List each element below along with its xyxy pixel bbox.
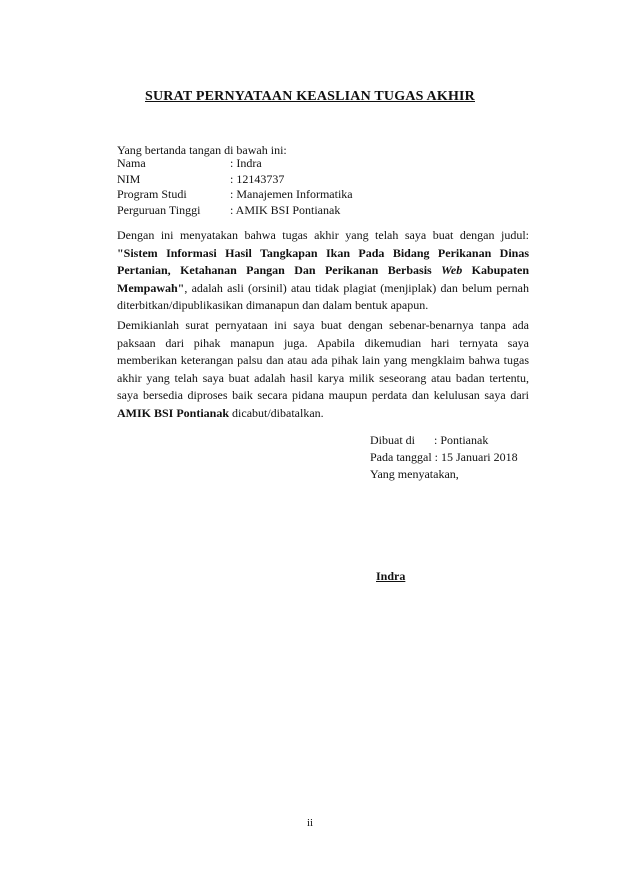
field-value: : Manajemen Informatika <box>230 187 353 201</box>
field-row-program <box>117 187 417 203</box>
paragraph-tail: dicabut/dibatalkan. <box>229 405 324 420</box>
identity-fields <box>117 156 417 218</box>
field-row-name <box>117 156 417 172</box>
date-value: : 15 Januari 2018 <box>434 450 518 464</box>
paragraph-lead: Demikianlah surat pernyataan ini saya buat dengan sebenar-benarnya tanpa ada paksaan dari pihak manapun juga. Apabila dikemudian hari ternyata saya memberikan keterangan palsu dan atau ada pihak lain yang mengklaim bahwa tugas akhir yang telah saya buat adalah hasil karya milik seseorang atau badan tertentu, saya bersedia diproses baik secara pidana maupun perdata dan kelulusan saya dari <box>117 318 529 403</box>
document-title: SURAT PERNYATAAN KEASLIAN TUGAS AKHIR <box>145 89 475 104</box>
page-number: ii <box>306 817 314 829</box>
thesis-title-end: Kabupaten Mempawah" <box>117 263 529 295</box>
thesis-title-italic: Web <box>441 263 463 278</box>
signature-date-row <box>370 449 518 466</box>
thesis-title-part: "Sistem Informasi Hasil Tangkapan Ikan Pada Bidang Perikanan Dinas Pertanian, Ketahanan Pangan Dan Perikanan Berbasis <box>117 245 529 278</box>
field-label: Program Studi <box>117 187 187 201</box>
field-value: : Indra <box>230 156 262 170</box>
statement-paragraph <box>117 227 529 315</box>
intro-line: Yang bertanda tangan di bawah ini: <box>117 143 287 157</box>
field-value: : 12143737 <box>230 171 285 186</box>
signatory-name: Indra <box>376 569 406 583</box>
signature-place-row <box>370 432 518 449</box>
date-label: Pada tanggal <box>370 450 432 464</box>
field-label: Perguruan Tinggi <box>117 202 201 217</box>
institution-name: AMIK BSI Pontianak <box>117 405 230 420</box>
field-value: : AMIK BSI Pontianak <box>230 202 341 217</box>
declaration-paragraph <box>117 317 529 423</box>
paragraph-lead: Dengan ini menyatakan bahwa tugas akhir yang telah saya buat dengan judul: <box>117 228 529 242</box>
place-value: : Pontianak <box>434 433 489 447</box>
signature-statement: Yang menyatakan, <box>370 467 459 481</box>
field-row-institution <box>117 203 417 219</box>
field-row-nim <box>117 172 417 188</box>
field-label: Nama <box>117 156 146 170</box>
place-label: Dibuat di <box>370 433 415 447</box>
signature-block <box>370 432 518 483</box>
paragraph-tail: , adalah asli (orsinil) atau tidak plagiat (menjiplak) dan belum pernah diterbitkan/dipublikasikan dimanapun dan dalam bentuk apapun. <box>117 280 529 313</box>
field-label: NIM <box>117 171 141 186</box>
